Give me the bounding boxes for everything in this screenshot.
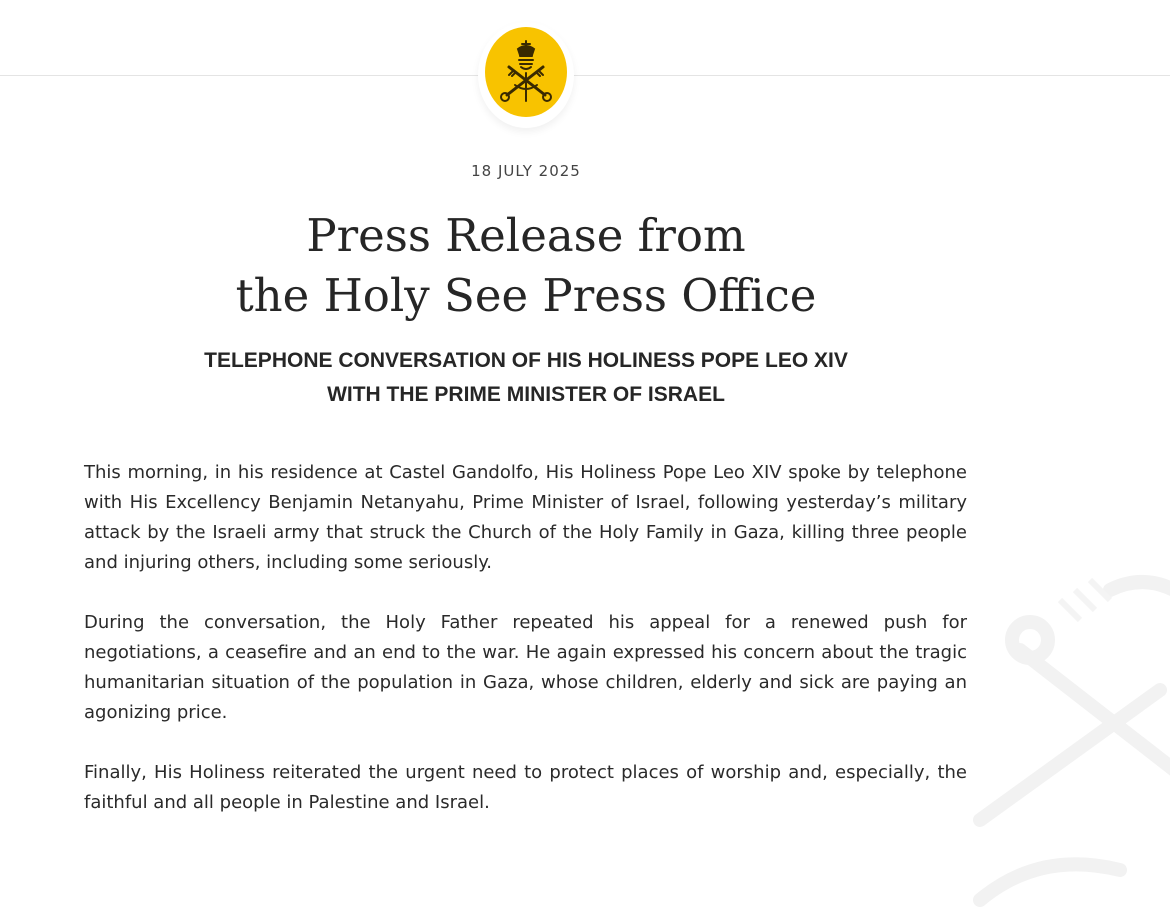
page-title [100, 206, 952, 326]
press-release-body [84, 458, 967, 848]
subtitle-line-2: WITH THE PRIME MINISTER OF ISRAEL [327, 383, 725, 406]
crossed-keys-watermark-icon [960, 560, 1170, 920]
title-line-2: the Holy See Press Office [235, 269, 817, 322]
body-paragraph: Finally, His Holiness reiterated the urgent need to protect places of worship and, especially, the faithful and all people in Palestine and Israel. [84, 762, 967, 813]
publication-date: 18 JULY 2025 [471, 162, 581, 180]
title-line-1: Press Release from [306, 209, 746, 262]
holy-see-coat-of-arms-icon[interactable] [485, 27, 567, 117]
body-paragraph: This morning, in his residence at Castel Gandolfo, His Holiness Pope Leo XIV spoke by telephone with His Excellency Benjamin Netanyahu, Prime Minister of Israel, following yesterday’s military attack by the Israeli army that struck the Church of the Holy Family in Gaza, killing three people and injuring others, including some seriously. [84, 462, 967, 573]
header-divider [0, 75, 1170, 76]
press-release-subtitle [100, 344, 952, 412]
body-paragraph: During the conversation, the Holy Father repeated his appeal for a renewed push for negotiations, a ceasefire and an end to the war. He again expressed his concern about the tragic humanitarian situation of the population in Gaza, whose children, elderly and sick are paying an agonizing price. [84, 612, 967, 723]
subtitle-line-1: TELEPHONE CONVERSATION OF HIS HOLINESS POPE LEO XIV [204, 349, 848, 372]
